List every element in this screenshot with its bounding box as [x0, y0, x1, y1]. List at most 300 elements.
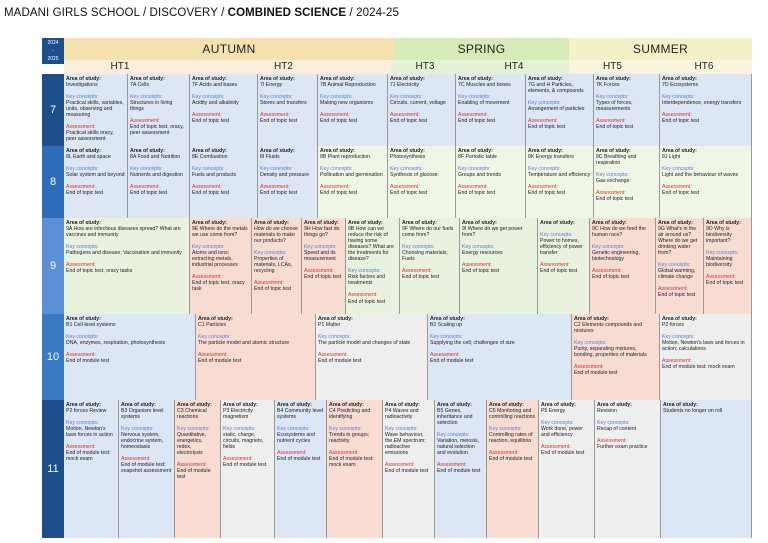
area-of-study: C2 Elements compounds and mixtures — [574, 321, 643, 334]
key-concepts: Nutrients and digestion — [130, 171, 184, 178]
area-of-study-label: Area of study: — [66, 147, 101, 154]
key-concepts-label: Key concepts: — [706, 249, 739, 256]
key-concepts-label: Key concepts: — [121, 425, 154, 432]
assessment: Further exam practice — [597, 443, 648, 450]
key-concepts: Trends in groups; reactivity — [329, 431, 370, 444]
key-concepts-label: Key concepts: — [198, 333, 231, 340]
area-of-study: 7G and H Particles, elements, & compounds — [528, 81, 584, 94]
topic-cell — [190, 218, 252, 314]
assessment: End of module test: mock exam — [662, 364, 735, 371]
area-of-study: Photosynthesis — [390, 153, 426, 160]
topic-cell — [400, 218, 460, 314]
key-concepts-label: Key concepts: — [662, 333, 695, 340]
assessment-label: Assessment: — [390, 111, 420, 118]
key-concepts: Wave behaviour, the EM spectrum; radioactive emissions — [385, 431, 426, 457]
assessment: End of module test — [66, 357, 110, 364]
key-concepts-label: Key concepts: — [260, 165, 293, 172]
area-of-study-label: Area of study: — [597, 401, 632, 408]
key-concepts-label: Key concepts: — [592, 243, 625, 250]
key-concepts: Choosing materials; Fuels — [402, 249, 448, 262]
assessment: End of topic test — [662, 117, 700, 124]
topic-cell — [318, 74, 388, 146]
area-of-study-label: Area of study: — [662, 315, 697, 322]
assessment-label: Assessment: — [462, 261, 492, 268]
area-of-study-label: Area of study: — [596, 75, 631, 82]
assessment-label: Assessment: — [223, 456, 253, 463]
area-of-study: 7K Forces — [596, 81, 620, 88]
key-concepts-label: Key concepts: — [458, 165, 491, 172]
assessment: End of topic test, oracy tasks — [66, 268, 133, 275]
area-of-study: 8F Periodic table — [458, 153, 497, 160]
year-row-7 — [42, 74, 752, 146]
area-of-study: Revision — [597, 407, 617, 414]
area-of-study-label: Area of study: — [121, 401, 156, 408]
assessment-label: Assessment: — [706, 274, 736, 281]
assessment-label: Assessment: — [260, 111, 290, 118]
key-concepts-label: Key concepts: — [597, 419, 630, 426]
assessment: End of topic test — [320, 117, 358, 124]
term-autumn: AUTUMN — [64, 38, 394, 60]
key-concepts: Groups and trends — [458, 171, 501, 178]
assessment-label: Assessment: — [66, 183, 96, 190]
key-concepts-label: Key concepts: — [402, 243, 435, 250]
area-of-study: 7I Energy — [260, 81, 283, 88]
year-row-9 — [42, 218, 752, 314]
area-of-study: 8I Fluids — [260, 153, 280, 160]
topic-cell — [383, 400, 435, 538]
assessment: End of topic test — [192, 117, 230, 124]
assessment-label: Assessment: — [130, 117, 160, 124]
key-concepts: Synthesis of glucose — [390, 171, 438, 178]
area-of-study-label: Area of study: — [402, 219, 437, 226]
area-of-study-label: Area of study: — [489, 401, 524, 408]
assessment-label: Assessment: — [66, 124, 96, 131]
topic-cell — [660, 146, 752, 218]
assessment-label: Assessment: — [430, 351, 460, 358]
key-concepts: Supplying the cell; challenges of size — [430, 339, 515, 346]
assessment-label: Assessment: — [254, 280, 284, 287]
ht4: HT4 — [459, 60, 569, 74]
assessment-label: Assessment: — [192, 111, 222, 118]
key-concepts: Pollination and germination — [320, 171, 383, 178]
key-concepts: Maintaining biodiversity — [706, 255, 733, 269]
key-concepts: Ecosystems and nutrient cycles — [277, 431, 316, 444]
key-concepts-label: Key concepts: — [662, 93, 695, 100]
assessment: End of topic test — [320, 189, 358, 196]
key-concepts-label: Key concepts: — [192, 243, 225, 250]
key-concepts: Speed and its measurement — [304, 249, 336, 262]
area-of-study-label: Area of study: — [192, 75, 227, 82]
topic-cell — [704, 218, 752, 314]
key-concepts-label: Key concepts: — [254, 249, 287, 256]
topic-cell — [318, 146, 388, 218]
area-of-study: 7C Muscles and bones — [458, 81, 511, 88]
key-concepts: Motion, Newton's laws and forces in action; calculations — [662, 339, 745, 352]
key-concepts: The particle model and changes of state — [318, 339, 411, 346]
topic-cell — [460, 218, 538, 314]
topic-cell — [594, 146, 660, 218]
assessment: End of topic test — [260, 117, 298, 124]
assessment-label: Assessment: — [528, 117, 558, 124]
key-concepts: Power to homes, efficiency of power transfer — [540, 237, 583, 256]
area-of-study: 9I Where do we get power from? — [462, 225, 523, 238]
key-concepts-label: Key concepts: — [66, 93, 99, 100]
area-of-study-label: Area of study: — [458, 75, 493, 82]
area-of-study: C5 Monitoring and controlling reactions — [489, 407, 536, 420]
year-number: 7 — [42, 74, 64, 146]
topic-cell — [660, 74, 752, 146]
area-of-study-label: Area of study: — [254, 219, 289, 226]
area-of-study: 7F Acids and bases — [192, 81, 238, 88]
area-of-study: P3 Electricity magnetism — [223, 407, 253, 420]
topic-cell — [435, 400, 487, 538]
area-of-study-label: Area of study: — [320, 147, 355, 154]
ht5: HT5 — [569, 60, 656, 74]
area-of-study: 9B How can we reduce the risk of having some diseases? What are the treatments for disease? — [348, 225, 394, 263]
topic-cell — [526, 146, 594, 218]
key-concepts-label: Key concepts: — [192, 165, 225, 172]
area-of-study-label: Area of study: — [277, 401, 312, 408]
topic-cell — [346, 218, 400, 314]
assessment-label: Assessment: — [528, 183, 558, 190]
area-of-study: Investigations — [66, 81, 98, 88]
assessment: End of topic test — [528, 189, 566, 196]
key-concepts: Genetic engineering, biotechnology — [592, 249, 640, 262]
key-concepts: Light and the behaviour of waves — [662, 171, 739, 178]
topic-cell — [388, 74, 456, 146]
assessment-label: Assessment: — [437, 462, 467, 469]
assessment-label: Assessment: — [458, 111, 488, 118]
assessment-label: Assessment: — [304, 268, 334, 275]
area-of-study-label: Area of study: — [541, 401, 576, 408]
key-concepts-label: Key concepts: — [304, 243, 337, 250]
key-concepts: Fuels and products — [192, 171, 237, 178]
assessment-label: Assessment: — [385, 462, 415, 469]
assessment-label: Assessment: — [390, 183, 420, 190]
assessment-label: Assessment: — [198, 351, 228, 358]
area-of-study: P4 Waves and radioactivity — [385, 407, 419, 420]
key-concepts-label: Key concepts: — [130, 165, 163, 172]
assessment-label: Assessment: — [540, 261, 570, 268]
area-of-study-label: Area of study: — [540, 219, 575, 226]
topic-cell — [539, 400, 595, 538]
assessment: End of topic test — [706, 280, 744, 287]
key-concepts-label: Key concepts: — [458, 93, 491, 100]
area-of-study-label: Area of study: — [130, 75, 165, 82]
area-of-study-label: Area of study: — [198, 315, 233, 322]
area-of-study-label: Area of study: — [192, 147, 227, 154]
assessment: Practical skills oracy, peer assessment — [66, 130, 114, 143]
topic-cell — [64, 218, 190, 314]
topic-cell — [538, 218, 590, 314]
assessment: End of topic test — [596, 124, 634, 131]
topic-cell — [258, 146, 318, 218]
area-of-study: 9F Where do our fuels come from? — [402, 225, 454, 238]
key-concepts: Pathogens and disease; Vaccination and immunity — [66, 249, 182, 256]
key-concepts-label: Key concepts: — [329, 425, 362, 432]
key-concepts-label: Key concepts: — [385, 425, 418, 432]
area-of-study-label: Area of study: — [66, 315, 101, 322]
key-concepts-label: Key concepts: — [66, 243, 99, 250]
area-of-study-label: Area of study: — [574, 315, 609, 322]
topic-cell — [487, 400, 539, 538]
assessment: End of topic test — [462, 268, 500, 275]
area-of-study: B2 Scaling up — [430, 321, 463, 328]
topic-cell — [275, 400, 327, 538]
year-number: 10 — [42, 314, 64, 400]
key-concepts: Nervous system, endocrine system, homeostasis — [121, 431, 164, 451]
assessment-label: Assessment: — [260, 183, 290, 190]
assessment: End of topic test — [260, 189, 298, 196]
key-concepts: Recap of content — [597, 425, 637, 432]
term-spring: SPRING — [394, 38, 569, 60]
key-concepts-label: Key concepts: — [66, 333, 99, 340]
area-of-study: 9D Why is biodiversity important? — [706, 225, 732, 244]
key-concepts: Arrangement of particles — [528, 105, 585, 112]
assessment: End of module test; snapshot assessment — [121, 462, 172, 475]
assessment-label: Assessment: — [541, 443, 571, 450]
half-terms — [64, 60, 752, 74]
assessment-label: Assessment: — [320, 111, 350, 118]
area-of-study-label: Area of study: — [304, 219, 339, 226]
area-of-study: 9H How fast do things go? — [304, 225, 340, 238]
topic-cell — [119, 400, 175, 538]
area-of-study-label: Area of study: — [662, 147, 697, 154]
area-of-study: P1 Matter — [318, 321, 341, 328]
area-of-study-label: Area of study: — [658, 219, 693, 226]
assessment-label: Assessment: — [66, 351, 96, 358]
topic-cell — [660, 314, 752, 400]
area-of-study-label: Area of study: — [260, 147, 295, 154]
topic-cell — [252, 218, 302, 314]
area-of-study-label: Area of study: — [66, 401, 101, 408]
assessment-label: Assessment: — [66, 261, 96, 268]
topic-cell — [572, 314, 660, 400]
area-of-study-label: Area of study: — [318, 315, 353, 322]
assessment: End of topic test — [528, 124, 566, 131]
topic-cell — [196, 314, 316, 400]
area-of-study: 7B Animal Reproduction — [320, 81, 376, 88]
area-of-study-label: Area of study: — [528, 75, 563, 82]
topic-cell — [128, 74, 190, 146]
assessment-label: Assessment: — [592, 268, 622, 275]
area-of-study-label: Area of study: — [706, 219, 741, 226]
area-of-study: 7D Ecosystems — [662, 81, 699, 88]
key-concepts-label: Key concepts: — [130, 93, 163, 100]
assessment-label: Assessment: — [318, 351, 348, 358]
area-of-study-label: Area of study: — [458, 147, 493, 154]
key-concepts: Solar system and beyond — [66, 171, 125, 178]
area-of-study: 7A Cells — [130, 81, 150, 88]
key-concepts-label: Key concepts: — [66, 419, 99, 426]
key-concepts: static, charge, circuits, magnets, fields — [223, 431, 264, 451]
term-summer: SUMMER — [569, 38, 752, 60]
year-row-8 — [42, 146, 752, 218]
assessment: End of topic test — [662, 189, 700, 196]
area-of-study-label: Area of study: — [260, 75, 295, 82]
key-concepts: Types of forces, measurements — [596, 99, 633, 112]
key-concepts-label: Key concepts: — [320, 93, 353, 100]
key-concepts: Controlling rates of reaction, equilibria — [489, 431, 533, 444]
key-concepts: Structures in living things — [130, 99, 173, 112]
topic-cell — [661, 400, 752, 538]
topic-cell — [64, 74, 128, 146]
assessment: End of module test: mock exam — [66, 450, 111, 463]
assessment: End of module test — [430, 357, 474, 364]
key-concepts: Energy resources — [462, 249, 503, 256]
key-concepts-label: Key concepts: — [223, 425, 256, 432]
area-of-study-label: Area of study: — [329, 401, 364, 408]
key-concepts-label: Key concepts: — [489, 425, 522, 432]
assessment-label: Assessment: — [596, 117, 626, 124]
key-concepts: Density and pressure — [260, 171, 310, 178]
assessment: End of topic test — [390, 117, 428, 124]
assessment: End of module test — [177, 468, 211, 481]
assessment: End of topic test — [540, 268, 578, 275]
topic-cell — [258, 74, 318, 146]
assessment: End of topic test — [66, 189, 104, 196]
key-concepts-label: Key concepts: — [192, 93, 225, 100]
year-number: 11 — [42, 400, 64, 538]
area-of-study-label: Area of study: — [223, 401, 258, 408]
assessment: End of module test — [198, 357, 242, 364]
area-of-study: 8L Earth and space — [66, 153, 111, 160]
area-of-study: B3 Organism level systems — [121, 407, 164, 420]
area-of-study: B1 Cell-level systems — [66, 321, 116, 328]
assessment: End of topic test — [348, 298, 386, 305]
key-concepts-label: Key concepts: — [348, 268, 381, 275]
area-of-study: P5 Energy — [541, 407, 566, 414]
assessment-label: Assessment: — [348, 292, 378, 299]
area-of-study: How do we choose materials to make our products? — [254, 225, 298, 244]
key-concepts-label: Key concepts: — [390, 165, 423, 172]
key-concepts-label: Key concepts: — [662, 165, 695, 172]
key-concepts-label: Key concepts: — [390, 93, 423, 100]
assessment-label: Assessment: — [597, 437, 627, 444]
key-concepts: Variation, meiosis, natural selection and evolution — [437, 437, 479, 457]
area-of-study: C1 Particles — [198, 321, 226, 328]
key-concepts-label: Key concepts: — [66, 165, 99, 172]
area-of-study-label: Area of study: — [662, 75, 697, 82]
key-concepts: Acidity and alkalinity — [192, 99, 239, 106]
topic-cell — [456, 74, 526, 146]
key-concepts-label: Key concepts: — [596, 93, 629, 100]
area-of-study: 7J Electricity — [390, 81, 420, 88]
key-concepts: Properties of materials, LCAs, recycling — [254, 255, 293, 275]
key-concepts-label: Key concepts: — [277, 425, 310, 432]
area-of-study-label: Area of study: — [437, 401, 472, 408]
topic-cell — [128, 146, 190, 218]
area-of-study-label: Area of study: — [348, 219, 383, 226]
ht3: HT3 — [391, 60, 459, 74]
area-of-study-label: Area of study: — [192, 219, 227, 226]
key-concepts-label: Key concepts: — [430, 333, 463, 340]
key-concepts: Interdependence, energy transfers — [662, 99, 742, 106]
key-concepts-label: Key concepts: — [177, 425, 210, 432]
key-concepts: Global warming, climate change — [658, 268, 696, 281]
topic-cell — [590, 218, 656, 314]
key-concepts: DNA, enzymes, respiration, photosynthesis — [66, 339, 166, 346]
key-concepts-label: Key concepts: — [528, 99, 561, 106]
assessment-label: Assessment: — [320, 183, 350, 190]
topic-cell — [327, 400, 383, 538]
key-concepts-label: Key concepts: — [574, 339, 607, 346]
key-concepts-label: Key concepts: — [541, 419, 574, 426]
year-number: 9 — [42, 218, 64, 314]
key-concepts: Risk factors and treatments — [348, 274, 386, 287]
area-of-study-label: Area of study: — [66, 75, 101, 82]
topic-cell — [221, 400, 275, 538]
assessment: End of module test — [489, 456, 533, 463]
key-concepts: Making new organisms — [320, 99, 374, 106]
assessment: End of topic test — [304, 274, 342, 281]
assessment-label: Assessment: — [402, 268, 432, 275]
area-of-study-label: Area of study: — [177, 401, 212, 408]
key-concepts-label: Key concepts: — [318, 333, 351, 340]
area-of-study: 8C Breathing and respiration — [596, 153, 637, 166]
area-of-study: Students no longer on roll — [663, 407, 723, 414]
assessment: End of module test — [223, 462, 267, 469]
topic-cell — [388, 146, 456, 218]
year-label: 2024 - 2025 — [42, 38, 64, 64]
assessment-label: Assessment: — [658, 286, 688, 293]
assessment-label: Assessment: — [130, 183, 160, 190]
assessment: End of topic test — [192, 189, 230, 196]
key-concepts: Practical skills, variables, units, observing and measuring — [66, 99, 124, 118]
topic-cell — [456, 146, 526, 218]
key-concepts: Atoms and ions; extracting metals, industrial processes — [192, 249, 238, 269]
ht1: HT1 — [64, 60, 176, 74]
ht6: HT6 — [656, 60, 752, 74]
topic-cell — [190, 74, 258, 146]
topic-cell — [64, 314, 196, 400]
assessment: End of topic test — [402, 274, 440, 281]
key-concepts: Quantitative, energetics, redox, electrolysis — [177, 431, 207, 457]
assessment: End of topic test — [592, 274, 630, 281]
assessment-label: Assessment: — [574, 364, 604, 371]
area-of-study: B4 Community level systems — [277, 407, 324, 420]
area-of-study-label: Area of study: — [390, 147, 425, 154]
assessment: End of topic test — [658, 292, 696, 299]
assessment: End of module test: mock exam — [329, 456, 374, 469]
assessment: End of topic test — [254, 286, 292, 293]
area-of-study-label: Area of study: — [663, 401, 698, 408]
assessment-label: Assessment: — [329, 450, 359, 457]
key-concepts: Motion, Newton's laws forces in action — [66, 425, 113, 438]
key-concepts-label: Key concepts: — [260, 93, 293, 100]
area-of-study: 9E Where do the metals we use come from? — [192, 225, 248, 238]
assessment: End of module test — [574, 370, 618, 377]
assessment-label: Assessment: — [121, 456, 151, 463]
area-of-study-label: Area of study: — [430, 315, 465, 322]
assessment-label: Assessment: — [662, 183, 692, 190]
assessment: End of topic test, oracy task — [192, 280, 245, 293]
area-of-study-label: Area of study: — [592, 219, 627, 226]
key-concepts: Circuits, current, voltage — [390, 99, 446, 106]
assessment: End of module test — [277, 456, 321, 463]
assessment-label: Assessment: — [66, 443, 96, 450]
year-number: 8 — [42, 146, 64, 218]
assessment: End of module test — [385, 468, 429, 475]
assessment: End of topic test — [458, 117, 496, 124]
area-of-study-label: Area of study: — [385, 401, 420, 408]
assessment-label: Assessment: — [489, 450, 519, 457]
topic-cell — [526, 74, 594, 146]
key-concepts-label: Key concepts: — [462, 243, 495, 250]
key-concepts-label: Key concepts: — [658, 262, 691, 269]
area-of-study: 9C How do we feed the human race? — [592, 225, 646, 238]
topic-cell — [594, 74, 660, 146]
